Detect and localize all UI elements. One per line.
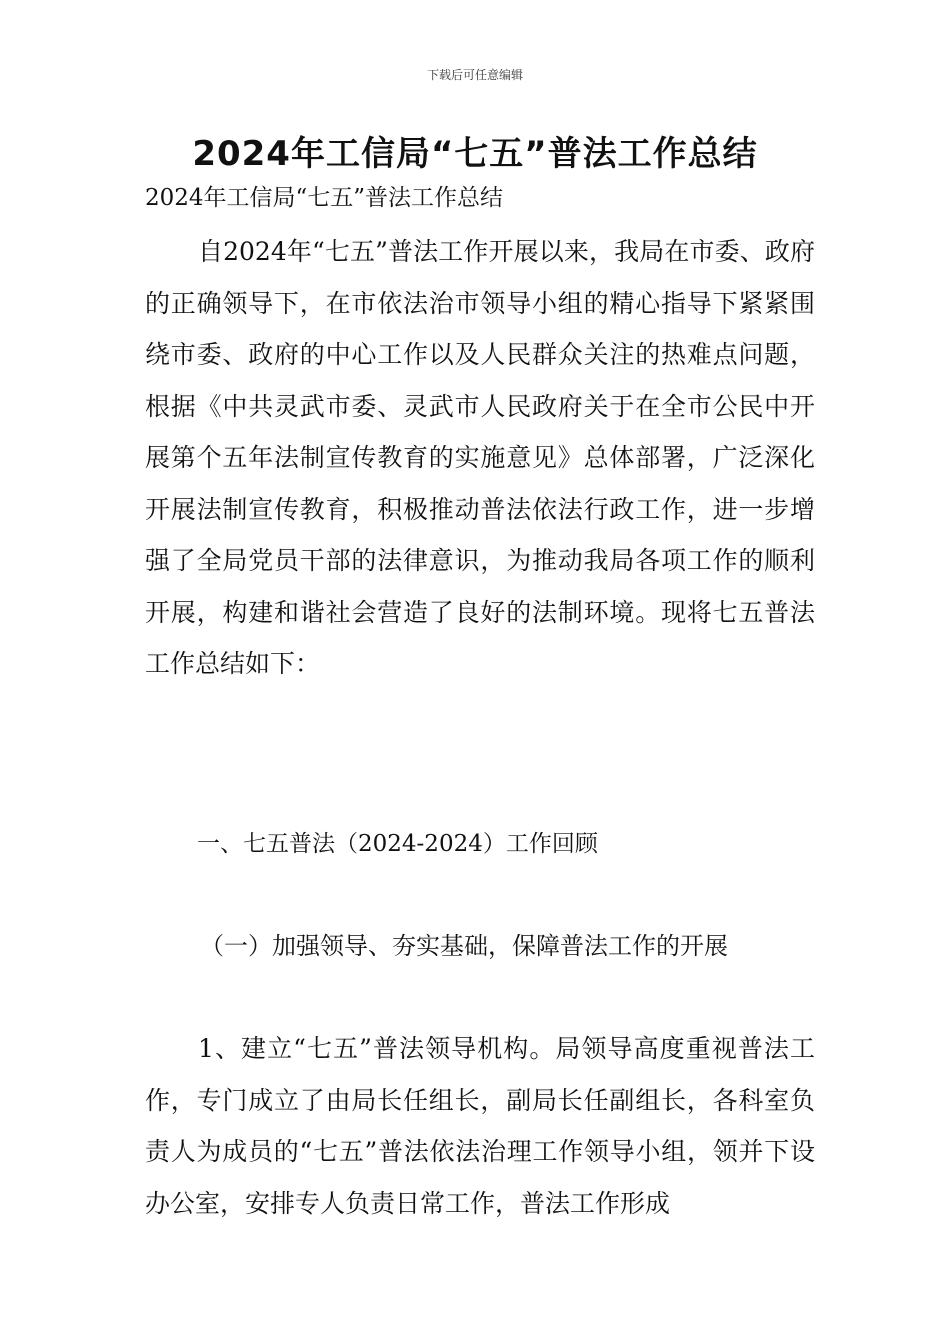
section-heading: 一、七五普法（2024-2024）工作回顾 [197,831,598,857]
document-subtitle: 2024年工信局“七五”普法工作总结 [145,185,504,211]
sub-heading: （一）加强领导、夯实基础，保障普法工作的开展 [200,932,728,960]
header-note: 下载后可任意编辑 [426,68,523,82]
intro-paragraph: 自2024年“七五”普法工作开展以来，我局在市委、政府的正确领导下，在市依法治市领导小组的精心指导下紧紧围绕市委、政府的中心工作以及人民群众关注的热难点问题，根据《中共灵武市委、灵武市人民政府关于在全市公民中开展第个五年法制宣传教育的实施意见》总体部署，广泛深化开展法制宣传教育，积极推动普法依法行政工作，进一步增强了全局党员干部的法律意识，为推动我局各项工作的顺利开展，构建和谐社会营造了良好的法制环境。现将七五普法工作总结如下： [145,237,815,678]
document-title: 2024年工信局“七五”普法工作总结 [192,134,758,174]
item-paragraph: 1、建立“七五”普法领导机构。局领导高度重视普法工作，专门成立了由局长任组长，副局长任副组长，各科室负责人为成员的“七五”普法依法治理工作领导小组，领并下设办公室，安排专人负责日常工作，普法工作形成 [145,1034,815,1218]
